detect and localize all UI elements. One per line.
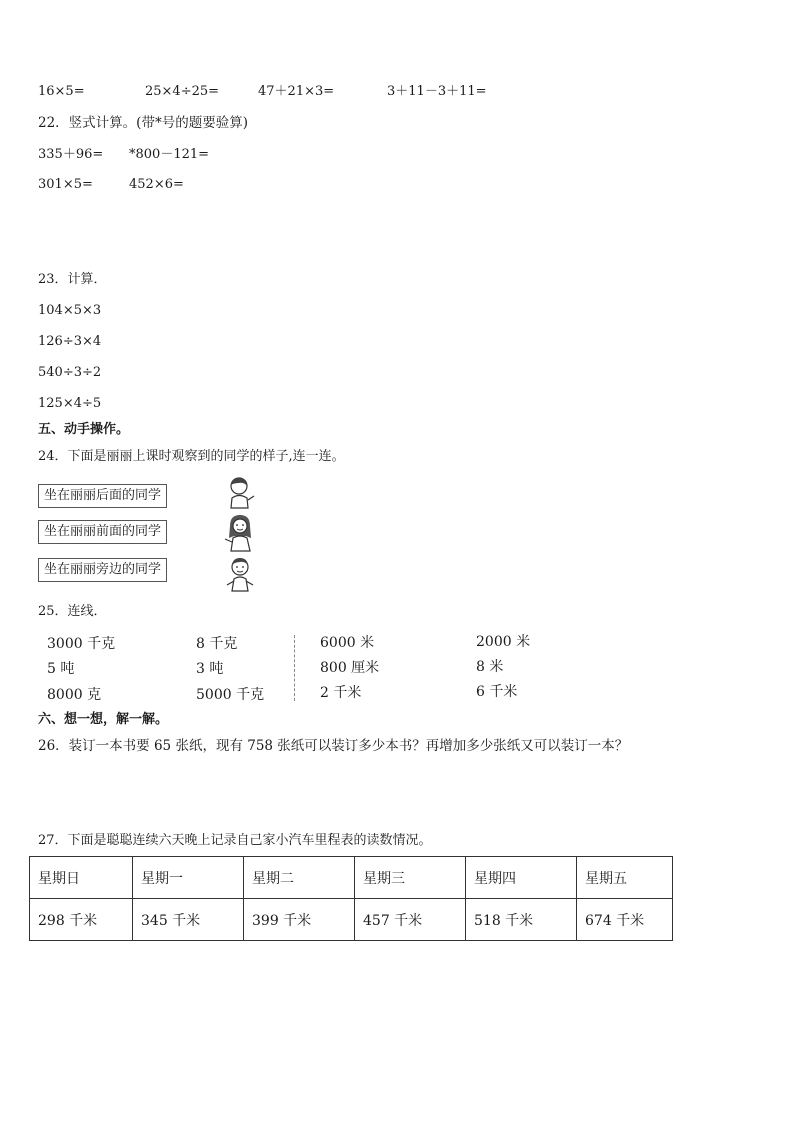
header-friday: 星期五 [577,857,673,899]
header-wednesday: 星期三 [355,857,466,899]
box-behind: 坐在丽丽后面的同学 [38,484,167,508]
section-five-heading: 五、动手操作。 [38,422,130,437]
box-beside: 坐在丽丽旁边的同学 [38,558,167,582]
q25-c2-r3: 5000 千克 [196,687,265,703]
q27-title: 27．下面是聪聪连续六天晚上记录自己家小汽车里程表的读数情况。 [38,833,432,848]
divider-line [294,635,295,701]
q25-c2-r1: 8 千克 [196,636,238,652]
value-thursday: 518 千米 [466,899,577,941]
girl-front-icon [222,512,258,552]
value-sunday: 298 千米 [30,899,133,941]
header-thursday: 星期四 [466,857,577,899]
q25-c3-r3: 2 千米 [320,685,362,701]
q25-c4-r2: 8 米 [476,659,504,675]
value-friday: 674 千米 [577,899,673,941]
expr-3plus11: 3＋11－3＋11= [387,84,487,99]
q25-c4-r1: 2000 米 [476,634,531,650]
q22-expr-2: *800－121= [129,147,210,162]
q25-c4-r3: 6 千米 [476,684,518,700]
q23-item-1: 104×5×3 [38,303,102,318]
section-six-heading: 六、想一想，解一解。 [38,712,169,727]
odometer-table [29,856,673,941]
boy-back-icon [222,474,258,510]
table-header-row [30,857,673,899]
q22-expr-4: 452×6= [129,177,184,192]
q22-title: 22．竖式计算。(带*号的题要验算) [38,115,248,131]
q22-expr-1: 335＋96= [38,147,104,162]
q25-c3-r1: 6000 米 [320,635,375,651]
q23-item-2: 126÷3×4 [38,334,102,349]
q25-c1-r3: 8000 克 [47,687,102,703]
value-monday: 345 千米 [133,899,244,941]
q25-c1-r2: 5 吨 [47,661,75,677]
box-front: 坐在丽丽前面的同学 [38,520,167,544]
value-wednesday: 457 千米 [355,899,466,941]
q24-title: 24．下面是丽丽上课时观察到的同学的样子,连一连。 [38,449,345,464]
boy-side-icon [222,554,258,592]
q25-c3-r2: 800 厘米 [320,660,380,676]
table-row [30,899,673,941]
q23-item-4: 125×4÷5 [38,396,102,411]
expr-47plus21x3: 47＋21×3= [258,84,335,99]
q26-text: 26．装订一本书要 65 张纸，现有 758 张纸可以装订多少本书？再增加多少张纸又可以装订一本？ [38,738,629,754]
q25-c2-r2: 3 吨 [196,661,224,677]
q25-title: 25．连线． [38,604,107,619]
q22-expr-3: 301×5= [38,177,93,192]
header-sunday: 星期日 [30,857,133,899]
header-monday: 星期一 [133,857,244,899]
value-tuesday: 399 千米 [244,899,355,941]
q23-title: 23．计算． [38,272,107,287]
expr-25x4div25: 25×4÷25= [145,84,220,99]
header-tuesday: 星期二 [244,857,355,899]
q23-item-3: 540÷3÷2 [38,365,102,380]
q25-c1-r1: 3000 千克 [47,636,116,652]
expr-16x5: 16×5= [38,84,85,99]
